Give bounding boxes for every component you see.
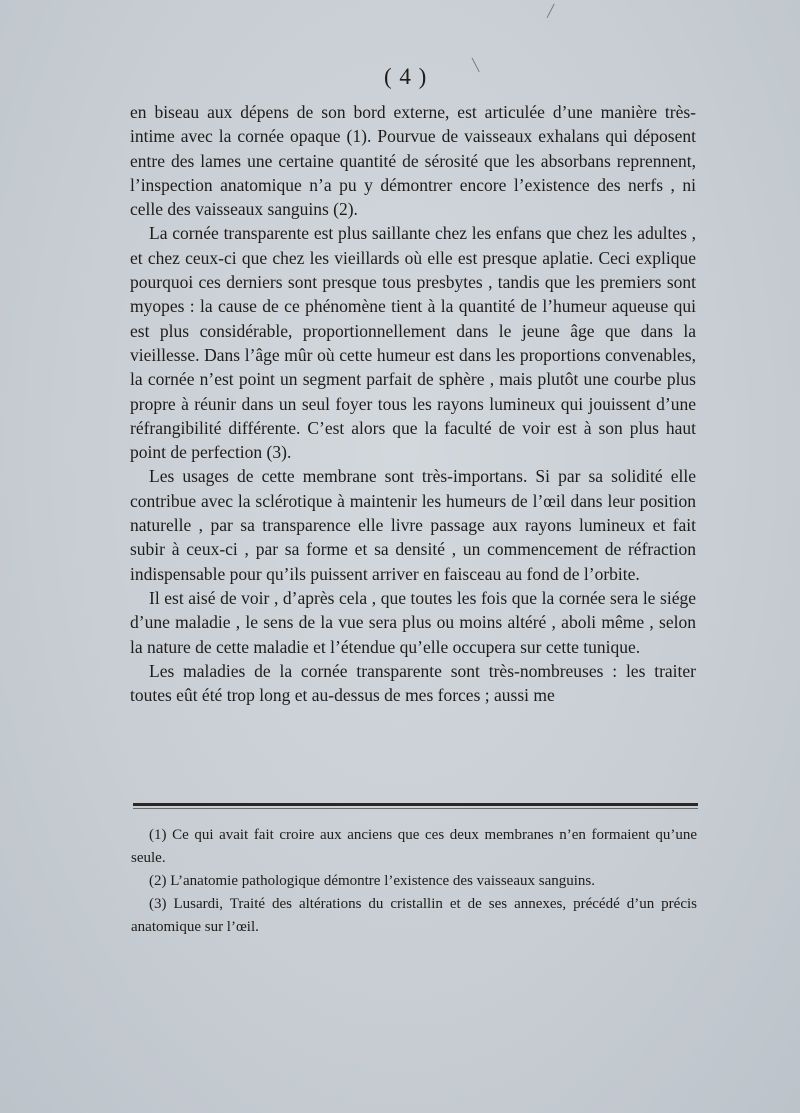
footnote: (2) L’anatomie pathologique démontre l’existence des vaisseaux sanguins. [149,873,595,889]
paragraph: Les maladies de la cornée transparente sont très-nombreuses : les traiter toutes eût été trop long et au-dessus de mes forces ; aussi me [130,660,696,706]
body-text [130,100,696,707]
footnote: (3) Lusardi, Traité des altérations du cristallin et de ses annexes, précédé d’un précis anatomique sur l’œil. [131,896,697,935]
stray-mark: ╲ [472,58,480,72]
page-number: ( 4 ) [384,64,428,89]
stray-mark: ╱ [547,4,555,18]
footnote: (1) Ce qui avait fait croire aux anciens que ces deux membranes n’en formaient qu’une seule. [131,827,697,866]
footnotes [131,824,697,939]
footnote-separator [133,803,698,806]
paragraph: Il est aisé de voir , d’après cela , que toutes les fois que la cornée sera le siége d’une maladie , le sens de la vue sera plus ou moins altéré , aboli même , selon la nature de cette maladie et l’étendue qu’elle occupera sur cette tunique. [130,587,696,657]
paragraph: La cornée transparente est plus saillante chez les enfans que chez les adultes , et chez ceux-ci que chez les vieillards où elle est presque aplatie. Ceci explique pourquoi ces derniers sont presque tous presbytes , tandis que les premiers sont myopes : la cause de ce phénomène tient à la quantité de l’humeur aqueuse qui est plus considérable, proportionnellement dans le jeune âge que dans la vieillesse. Dans l’âge mûr où cette humeur est dans les proportions convenables, la cornée n’est point un segment parfait de sphère , mais plutôt une courbe plus propre à réunir dans un seul foyer tous les rayons lumineux qui jouissent d’une réfrangibilité différente. C’est alors que la faculté de voir est à son plus haut point de perfection (3). [130,223,696,463]
paragraph: Les usages de cette membrane sont très-importans. Si par sa solidité elle contribue avec la sclérotique à maintenir les humeurs de l’œil dans leur position naturelle , par sa transparence elle livre passage aux rayons lumineux et fait subir à ceux-ci , par sa forme et sa densité , un commencement de réfraction indispensable pour qu’ils puissent arriver en faisceau au fond de l’orbite. [130,466,696,584]
footnote-separator-thin [133,808,698,809]
paragraph: en biseau aux dépens de son bord externe, est articulée d’une manière très-intime avec la cornée opaque (1). Pourvue de vaisseaux exhalans qui déposent entre des lames une certaine quantité de sérosité que les absorbans reprennent, l’inspection anatomique n’a pu y démontrer encore l’existence des nerfs , ni celle des vaisseaux sanguins (2). [130,102,696,220]
